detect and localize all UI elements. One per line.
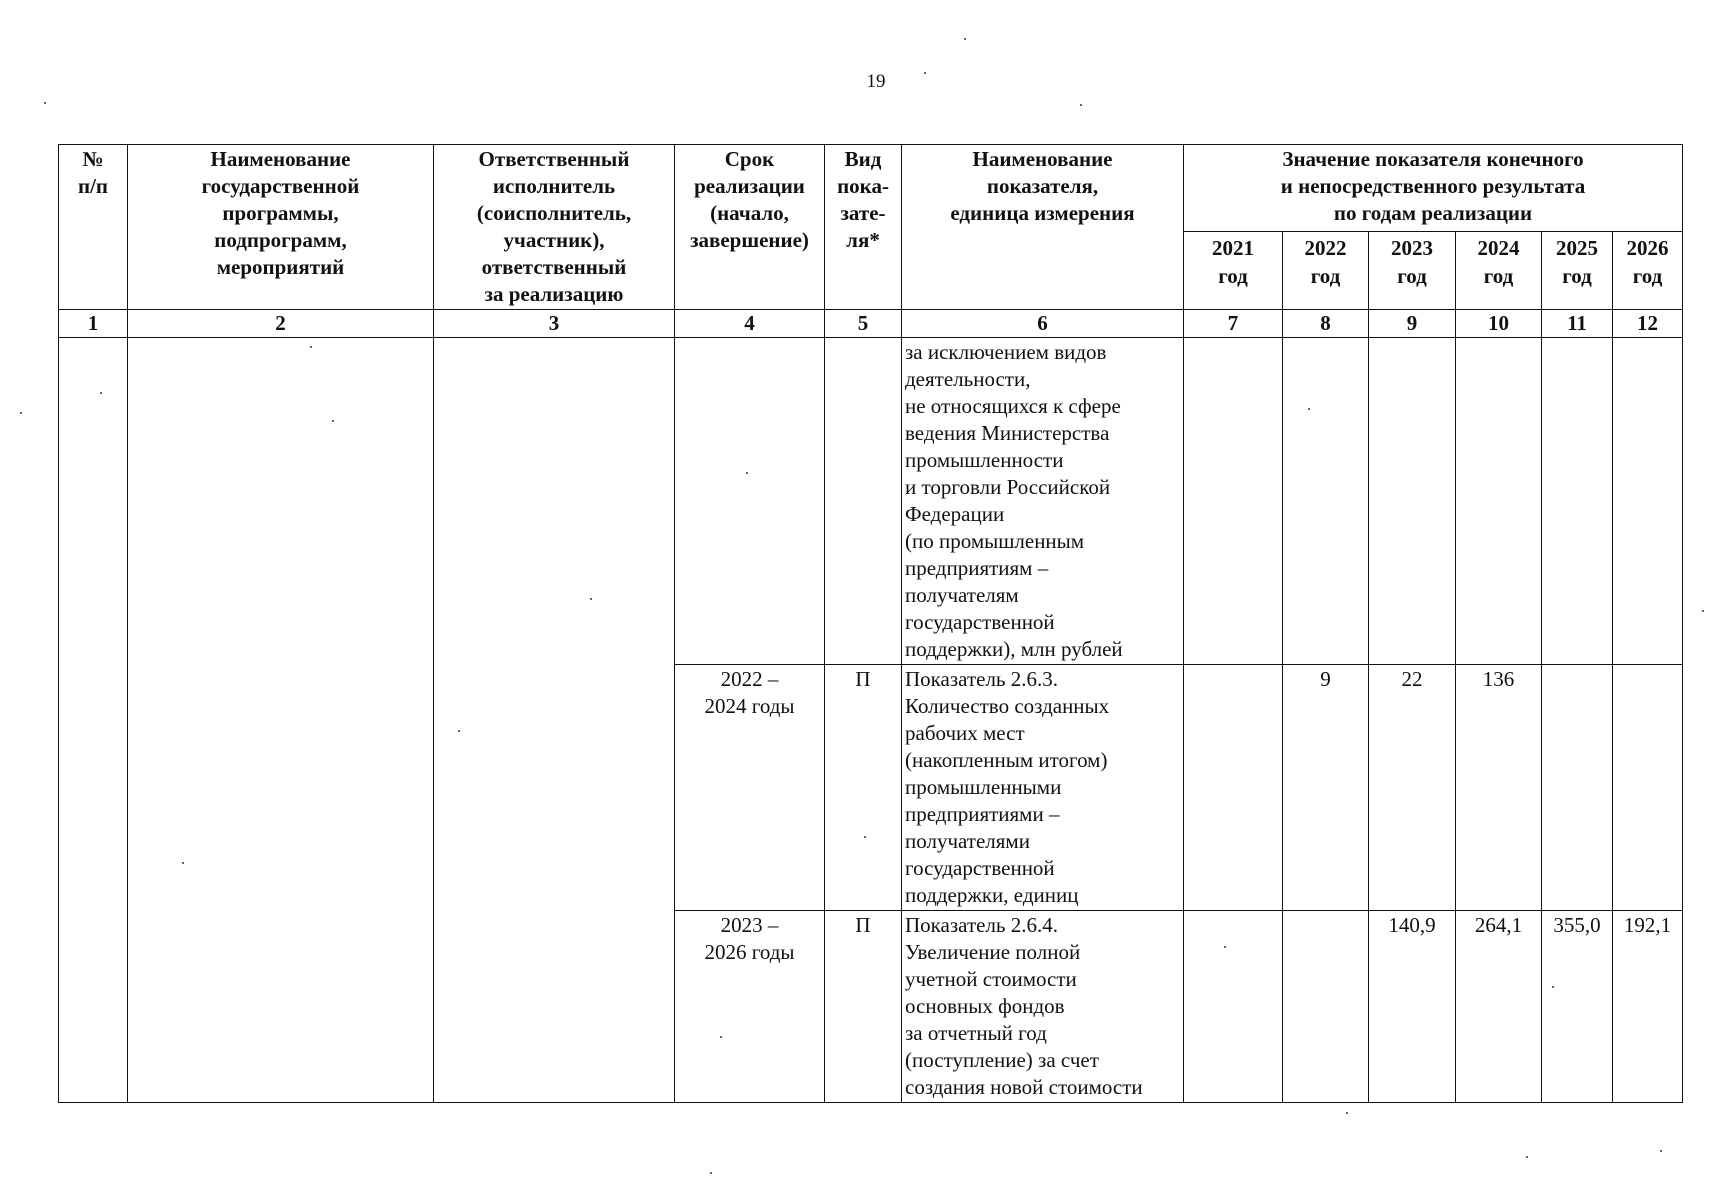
value-2022-cell bbox=[1283, 338, 1369, 665]
scan-speck bbox=[44, 102, 46, 104]
header-indicator-name: Наименование показателя, единица измерения bbox=[902, 145, 1184, 310]
scan-speck bbox=[1080, 104, 1082, 106]
value-2024-cell bbox=[1456, 338, 1542, 665]
program-name-cell bbox=[128, 338, 434, 1103]
indicator-name-cell: Показатель 2.6.4. Увеличение полной учетной стоимости основных фондов за отчетный год (поступление) за счет создания новой стоимости bbox=[902, 911, 1184, 1103]
scan-speck bbox=[332, 420, 334, 422]
scan-speck bbox=[590, 598, 592, 600]
column-number: 7 bbox=[1184, 310, 1283, 338]
value-2021-cell bbox=[1184, 665, 1283, 911]
term-cell bbox=[675, 338, 825, 665]
scan-speck bbox=[1552, 986, 1554, 988]
scan-speck bbox=[710, 1172, 712, 1174]
scan-speck bbox=[1308, 408, 1310, 410]
scan-speck bbox=[182, 862, 184, 864]
scan-speck bbox=[964, 38, 966, 40]
indicator-name-cell: за исключением видов деятельности, не относящихся к сфере ведения Министерства промышленности и торговли Российской Федерации (по промышленным предприятиям – получателям государственной поддержки), млн рублей bbox=[902, 338, 1184, 665]
value-2025-cell bbox=[1542, 665, 1613, 911]
scan-speck bbox=[924, 72, 926, 74]
number-cell bbox=[59, 338, 128, 1103]
column-number: 12 bbox=[1613, 310, 1683, 338]
column-number: 11 bbox=[1542, 310, 1613, 338]
value-2023-cell: 140,9 bbox=[1369, 911, 1456, 1103]
scan-speck bbox=[1660, 1150, 1662, 1152]
value-2022-cell bbox=[1283, 911, 1369, 1103]
scan-speck bbox=[746, 472, 748, 474]
value-2026-cell: 192,1 bbox=[1613, 911, 1683, 1103]
value-2026-cell bbox=[1613, 665, 1683, 911]
column-number: 3 bbox=[434, 310, 675, 338]
header-year-2021: 2021 год bbox=[1184, 232, 1283, 310]
header-year-2023: 2023 год bbox=[1369, 232, 1456, 310]
value-2023-cell: 22 bbox=[1369, 665, 1456, 911]
term-cell: 2023 – 2026 годы bbox=[675, 911, 825, 1103]
header-number: № п/п bbox=[59, 145, 128, 310]
value-2025-cell: 355,0 bbox=[1542, 911, 1613, 1103]
column-number: 9 bbox=[1369, 310, 1456, 338]
scan-speck bbox=[310, 346, 312, 348]
header-indicator-kind: Вид пока- зате- ля* bbox=[825, 145, 902, 310]
column-number: 6 bbox=[902, 310, 1184, 338]
header-responsible: Ответственный исполнитель (соисполнитель, участник), ответственный за реализацию bbox=[434, 145, 675, 310]
value-2024-cell: 136 bbox=[1456, 665, 1542, 911]
scan-speck bbox=[1224, 946, 1226, 948]
value-2021-cell bbox=[1184, 911, 1283, 1103]
indicator-table bbox=[58, 144, 1683, 1103]
column-number: 5 bbox=[825, 310, 902, 338]
table-row bbox=[59, 338, 1683, 665]
column-number: 2 bbox=[128, 310, 434, 338]
value-2024-cell: 264,1 bbox=[1456, 911, 1542, 1103]
scan-speck bbox=[1346, 1112, 1348, 1114]
indicator-kind-cell bbox=[825, 338, 902, 665]
column-number: 1 bbox=[59, 310, 128, 338]
value-2022-cell: 9 bbox=[1283, 665, 1369, 911]
value-2021-cell bbox=[1184, 338, 1283, 665]
column-number: 10 bbox=[1456, 310, 1542, 338]
indicator-name-cell: Показатель 2.6.3. Количество созданных рабочих мест (накопленным итогом) промышленными предприятиями – получателями государственной поддержки, единиц bbox=[902, 665, 1184, 911]
responsible-cell bbox=[434, 338, 675, 1103]
scan-speck bbox=[1702, 610, 1704, 612]
header-year-2022: 2022 год bbox=[1283, 232, 1369, 310]
value-2023-cell bbox=[1369, 338, 1456, 665]
page-number: 19 bbox=[866, 71, 886, 92]
scan-speck bbox=[720, 1036, 722, 1038]
scan-speck bbox=[864, 836, 866, 838]
header-program-name: Наименование государственной программы, подпрограмм, мероприятий bbox=[128, 145, 434, 310]
header-year-2024: 2024 год bbox=[1456, 232, 1542, 310]
term-cell: 2022 – 2024 годы bbox=[675, 665, 825, 911]
header-year-2025: 2025 год bbox=[1542, 232, 1613, 310]
indicator-kind-cell: П bbox=[825, 911, 902, 1103]
header-year-2026: 2026 год bbox=[1613, 232, 1683, 310]
column-number: 4 bbox=[675, 310, 825, 338]
column-number: 8 bbox=[1283, 310, 1369, 338]
header-term: Срок реализации (начало, завершение) bbox=[675, 145, 825, 310]
value-2026-cell bbox=[1613, 338, 1683, 665]
scan-speck bbox=[20, 412, 22, 414]
header-values-group: Значение показателя конечного и непосредственного результата по годам реализации bbox=[1184, 145, 1683, 232]
scan-speck bbox=[100, 392, 102, 394]
value-2025-cell bbox=[1542, 338, 1613, 665]
column-number-row bbox=[59, 310, 1683, 338]
indicator-kind-cell: П bbox=[825, 665, 902, 911]
scan-speck bbox=[1526, 1156, 1528, 1158]
scan-speck bbox=[458, 730, 460, 732]
